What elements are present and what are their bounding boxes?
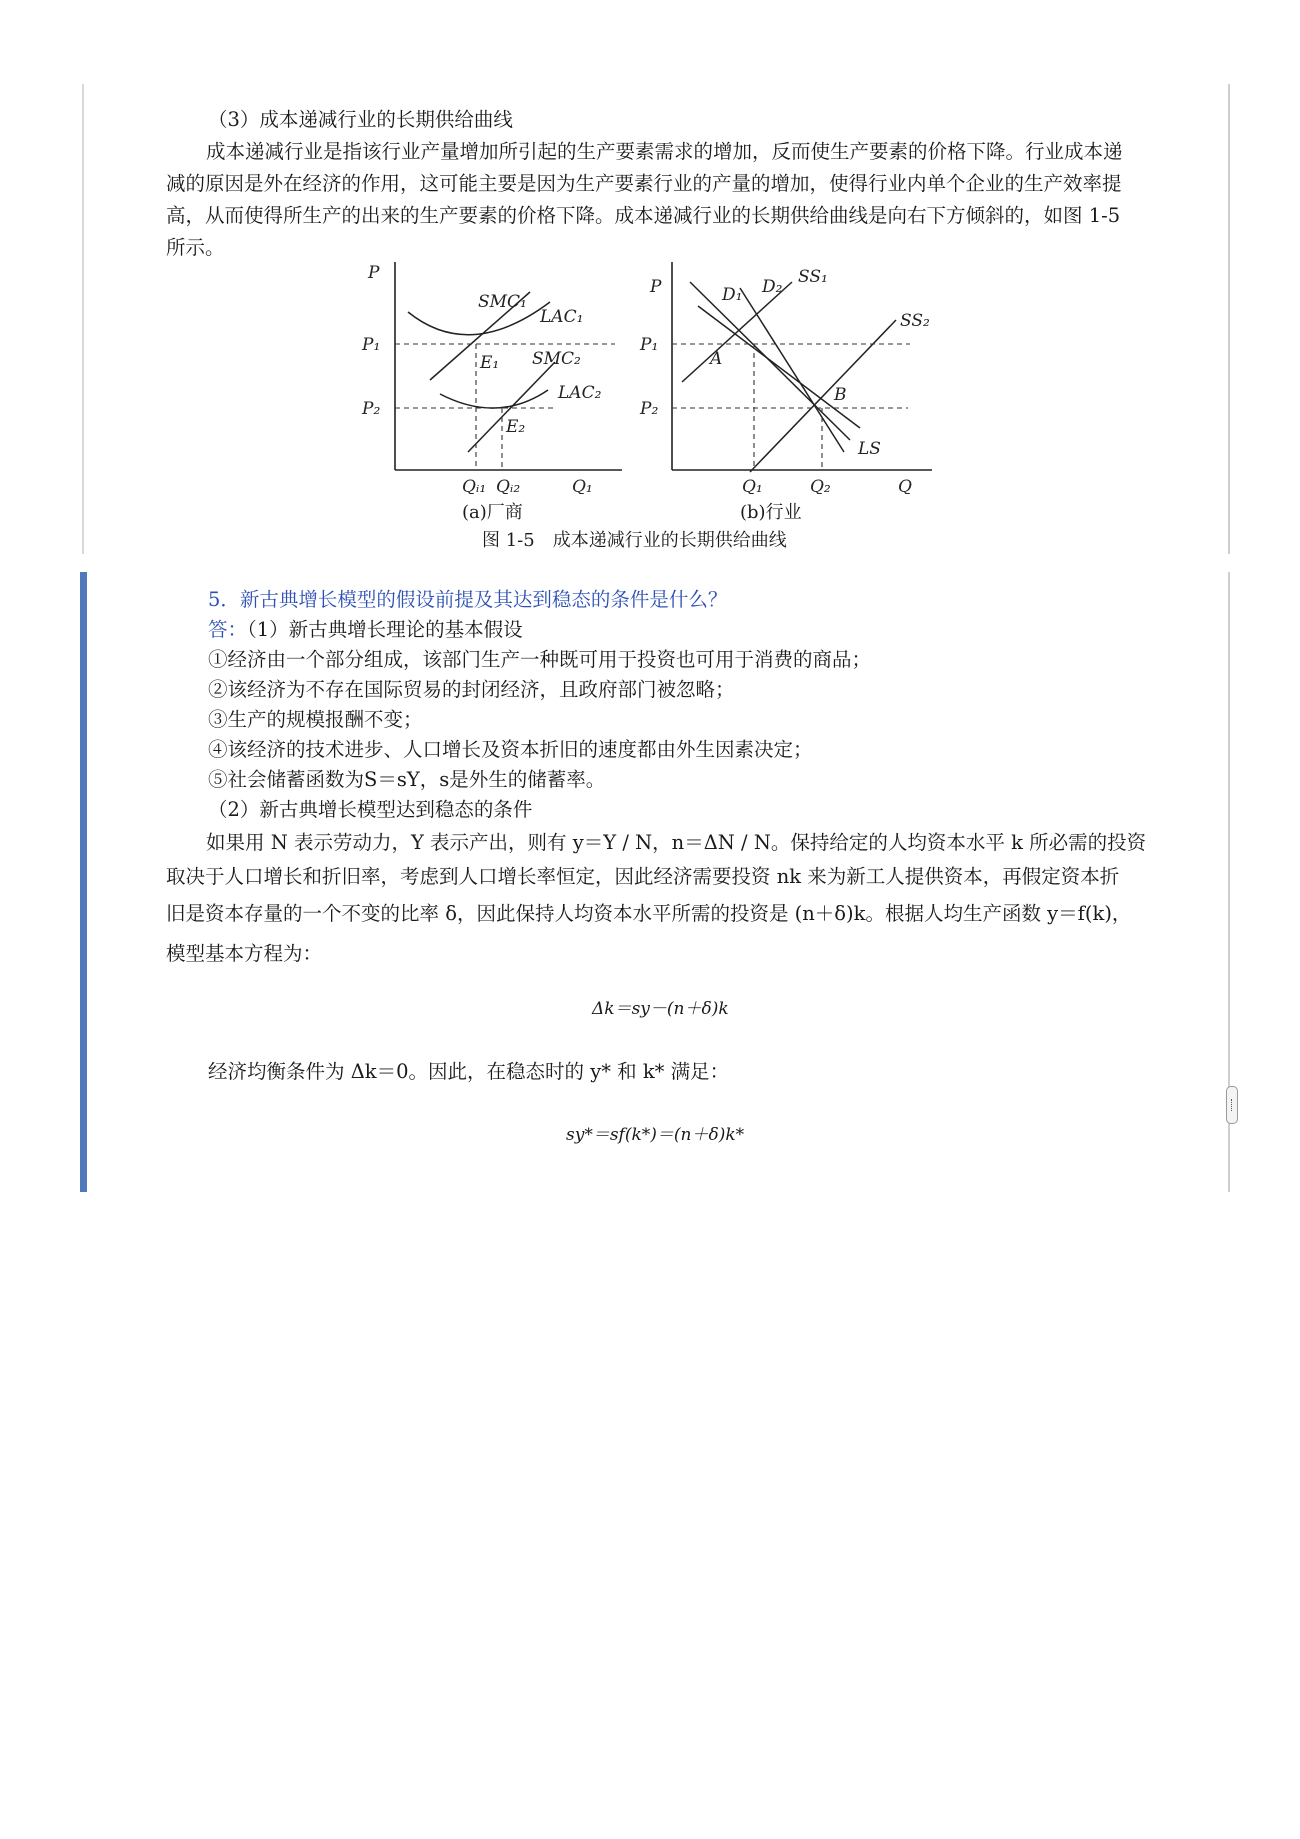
sub2-heading: （2）新古典增长模型达到稳态的条件 xyxy=(208,798,533,821)
answer-prefix: 答： xyxy=(208,618,248,641)
panel-a-y-axis-label: P xyxy=(368,263,380,283)
panel-a-caption: (a)厂商 xyxy=(462,502,523,523)
para-line: 成本递减行业是指该行业产量增加所引起的生产要素需求的增加，反而使生产要素的价格下降。行业成本递 xyxy=(206,140,1123,163)
label-lac2: LAC₂ xyxy=(558,383,602,403)
label-d1: D₁ xyxy=(722,285,743,305)
tick-b-q1: Q₁ xyxy=(742,477,763,494)
panel-b-y-axis-label: P xyxy=(650,277,662,297)
section1-heading: （3）成本递减行业的长期供给曲线 xyxy=(208,108,513,131)
section1-paragraph xyxy=(166,136,1166,264)
label-smc2: SMC₂ xyxy=(532,349,581,369)
label-d2: D₂ xyxy=(762,277,783,297)
para-line: 旧是资本存量的一个不变的比率 δ，因此保持人均资本水平所需的投资是 (n＋δ)k。根据人均生产函数 y＝f(k)， xyxy=(166,902,1132,925)
label-e2: E₂ xyxy=(506,417,526,437)
label-b: B xyxy=(834,385,847,405)
scroll-handle[interactable] xyxy=(1226,1086,1238,1124)
tick-qi2: Qᵢ₂ xyxy=(496,477,521,494)
question-title: 5．新古典增长模型的假设前提及其达到稳态的条件是什么？ xyxy=(208,588,728,611)
equation-2: sy*＝sf(k*)＝(n＋δ)k* xyxy=(566,1125,745,1145)
list-item: ②该经济为不存在国际贸易的封闭经济，且政府部门被忽略； xyxy=(208,678,735,701)
label-ls: LS xyxy=(858,439,881,459)
para-line: 高，从而使得所生产的出来的生产要素的价格下降。成本递减行业的长期供给曲线是向右下方倾斜的，如图 1-5 xyxy=(166,204,1121,227)
para-line: 减的原因是外在经济的作用，这可能主要是因为生产要素行业的产量的增加，使得行业内单个企业的生产效率提 xyxy=(166,172,1122,195)
panel-b xyxy=(639,262,932,494)
tick-b-p1: P₁ xyxy=(640,335,659,355)
equilibrium-line: 经济均衡条件为 Δk＝0。因此，在稳态时的 y* 和 k* 满足： xyxy=(208,1060,730,1083)
label-a: A xyxy=(710,349,723,369)
tick-b-p2: P₂ xyxy=(640,399,659,419)
label-ss1: SS₁ xyxy=(798,267,828,287)
para-line: 模型基本方程为： xyxy=(166,942,323,965)
figure-caption: 图 1-5 成本递减行业的长期供给曲线 xyxy=(482,530,787,551)
lac2-curve xyxy=(440,390,548,408)
tick-p2: P₂ xyxy=(362,399,381,419)
left-margin-rule-blue xyxy=(80,572,87,1192)
list-item: ③生产的规模报酬不变； xyxy=(208,708,423,731)
list-item: ①经济由一个部分组成，该部门生产一种既可用于投资也可用于消费的商品； xyxy=(208,648,872,671)
label-ss2: SS₂ xyxy=(900,311,930,331)
tick-p1: P₁ xyxy=(362,335,381,355)
grip-icon xyxy=(1231,1099,1234,1111)
label-lac1: LAC₁ xyxy=(540,307,584,327)
panel-b-caption: (b)行业 xyxy=(740,502,802,523)
tick-q1: Q₁ xyxy=(572,477,593,494)
tick-b-q2: Q₂ xyxy=(810,477,831,494)
panel-a xyxy=(361,262,622,494)
label-smc1: SMC₁ xyxy=(478,292,527,312)
panel-b-x-axis-label: Q xyxy=(898,477,912,494)
label-e1: E₁ xyxy=(480,353,500,373)
para-line: 取决于人口增长和折旧率，考虑到人口增长率恒定，因此经济需要投资 nk 来为新工人提供资本，再假定资本折 xyxy=(166,865,1120,888)
para-line: 所示。 xyxy=(166,236,225,259)
figure-1-5 xyxy=(350,262,950,494)
left-margin-rule-top xyxy=(82,84,84,554)
sub1-text: （1）新古典增长理论的基本假设 xyxy=(247,618,523,641)
list-item: ⑤社会储蓄函数为S＝sY，s是外生的储蓄率。 xyxy=(208,768,606,791)
answer-sub1 xyxy=(208,614,523,646)
tick-qi1: Qᵢ₁ xyxy=(462,477,487,494)
section2-paragraph xyxy=(166,826,1166,974)
ls-curve xyxy=(698,306,860,428)
right-margin-rule-top xyxy=(1228,84,1230,554)
equation-1: Δk＝sy－(n＋δ)k xyxy=(592,999,729,1019)
para-line: 如果用 N 表示劳动力，Y 表示产出，则有 y＝Y / N，n＝ΔN / N。保持给定的人均资本水平 k 所必需的投资 xyxy=(206,831,1147,854)
list-item: ④该经济的技术进步、人口增长及资本折旧的速度都由外生因素决定； xyxy=(208,738,813,761)
